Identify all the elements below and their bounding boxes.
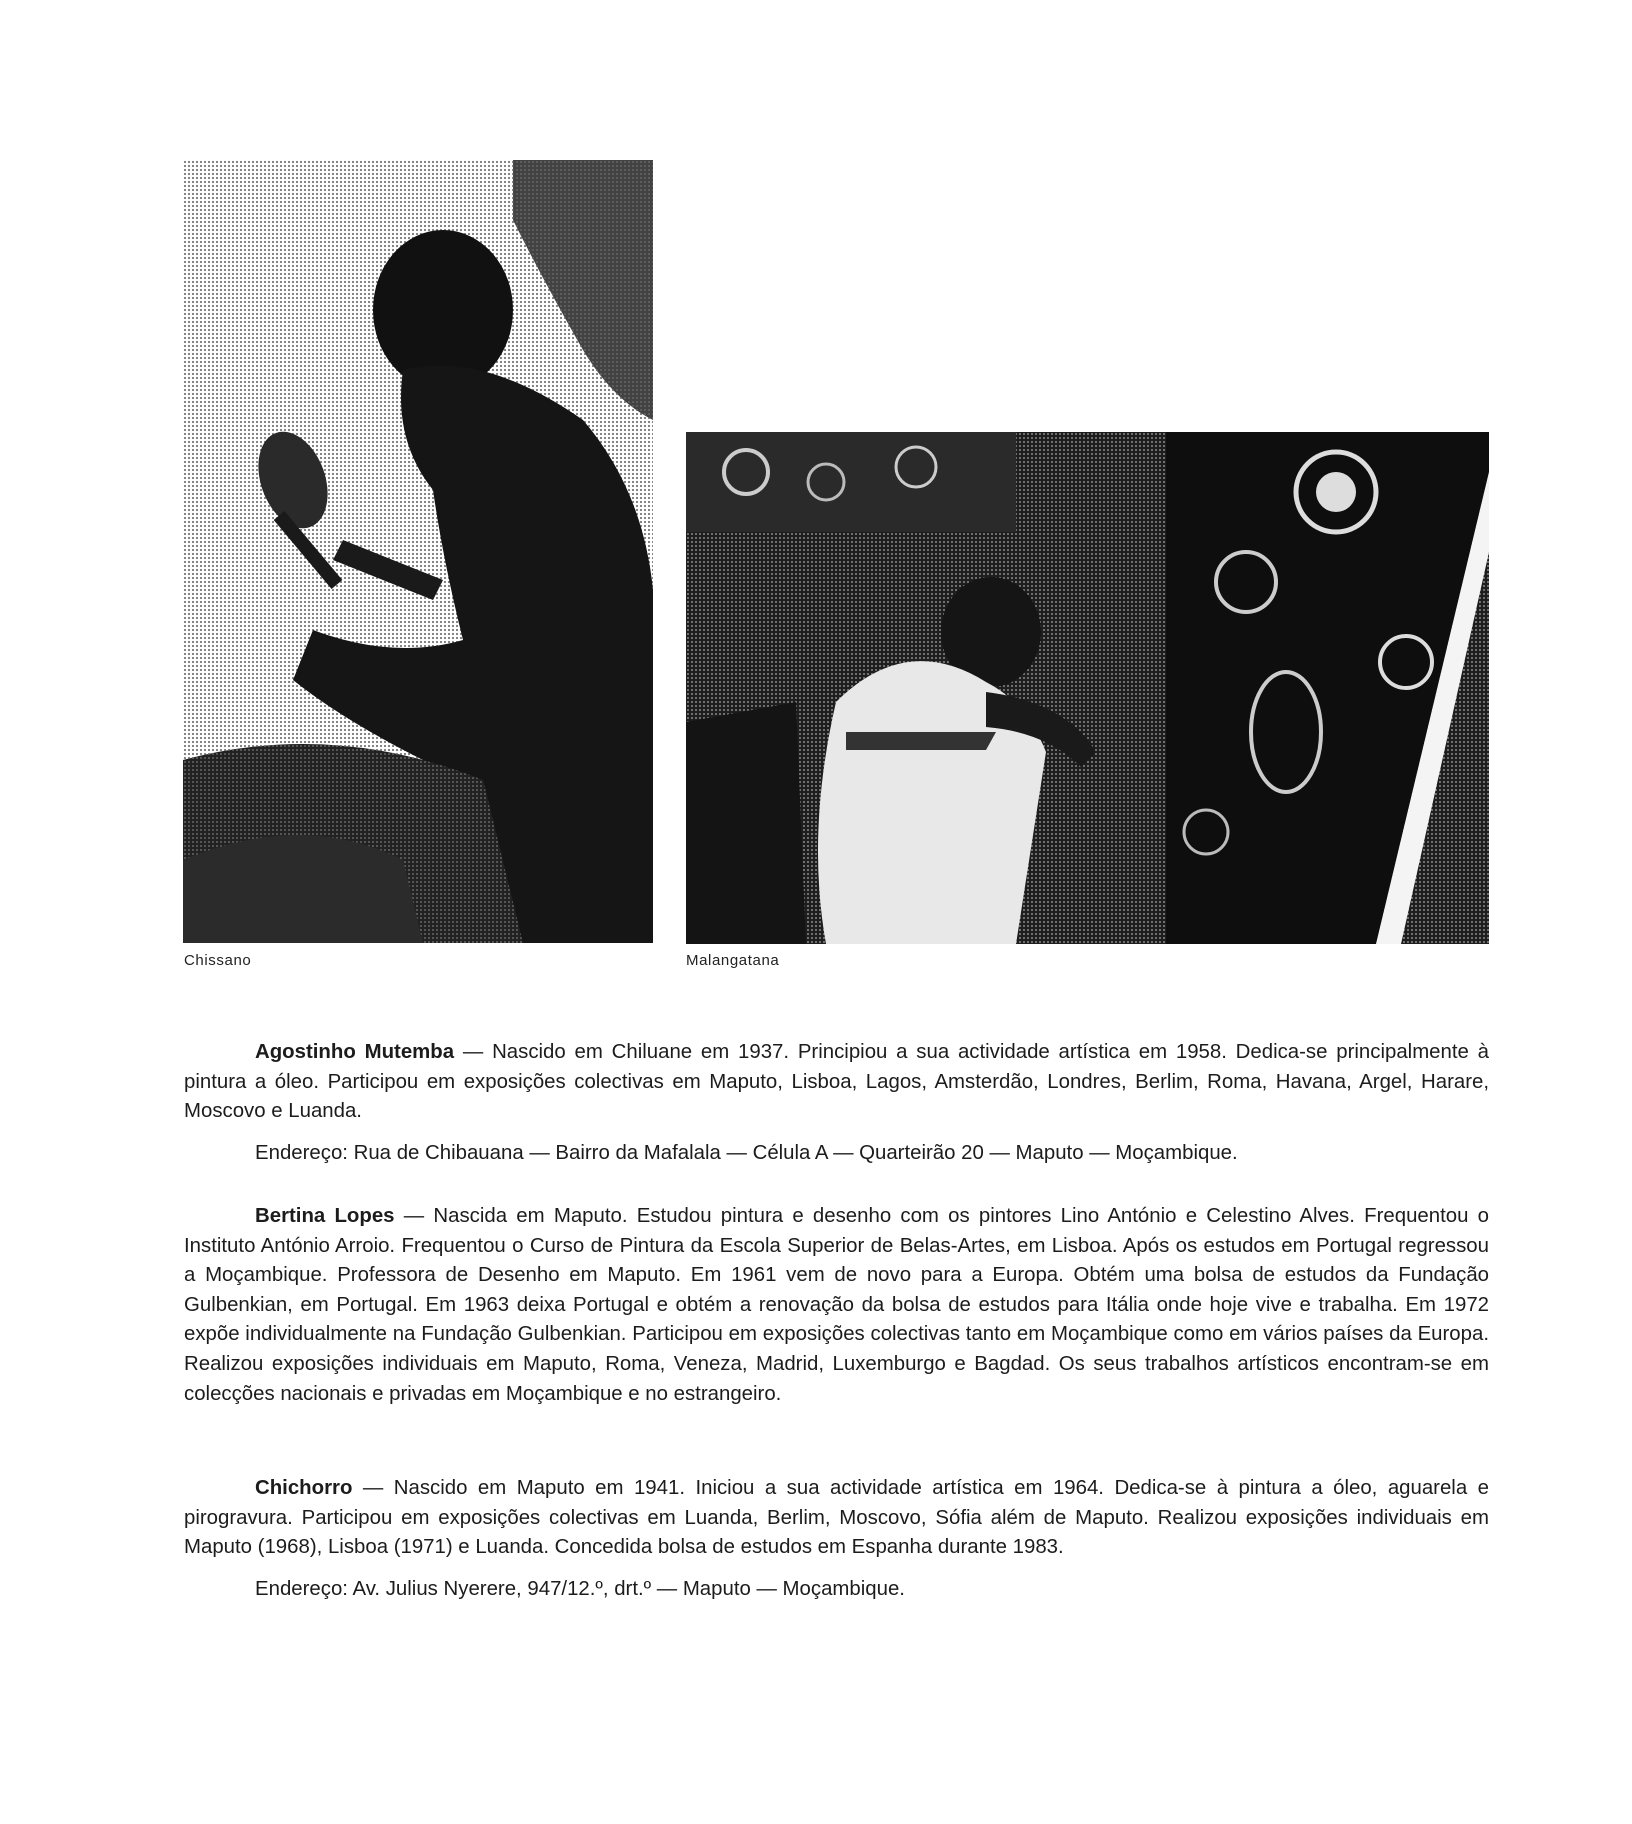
photo-chissano-image [183,160,653,943]
photo-malangatana [686,432,1489,944]
bio-mutemba [184,1038,1489,1168]
photo-chissano [183,160,653,943]
bio-mutemba-text: Nascido em Chiluane em 1937. Principiou a sua actividade artística em 1958. Dedica-se principalmente à pintura a óleo. Participou em exposições colectivas em Maputo, Lisboa, Lagos, Amsterdão, Londres, Berlim, Roma, Havana, Argel, Harare, Moscovo e Luanda. [184,1041,1489,1123]
bio-mutemba-name: Agostinho Mutemba [255,1041,455,1063]
caption-chissano: Chissano [184,952,252,969]
caption-malangatana: Malangatana [686,952,780,969]
bio-chichorro-paragraph [184,1474,1489,1563]
bio-lopes-name: Bertina Lopes [255,1205,395,1227]
bio-lopes-paragraph [184,1202,1489,1409]
photo-malangatana-image [686,432,1489,944]
bio-lopes-text: Nascida em Maputo. Estudou pintura e desenho com os pintores Lino António e Celestino Alves. Frequentou o Instituto António Arroio. Frequentou o Curso de Pintura da Escola Superior de Belas-Artes, em Lisboa. Após os estudos em Portugal regressou a Moçambique. Professora de Desenho em Maputo. Em 1961 vem de novo para a Europa. Obtém uma bolsa de estudos da Fundação Gulbenkian, em Portugal. Em 1963 deixa Portugal e obtém a renovação da bolsa de estudos para Itália onde hoje vive e trabalha. Em 1972 expõe individualmente na Fundação Gulbenkian. Participou em exposições colectivas tanto em Moçambique como em vários países da Europa. Realizou exposições individuais em Maputo, Roma, Veneza, Madrid, Luxemburgo e Bagdad. Os seus trabalhos artísticos encontram-se em colecções nacionais e privadas em Moçambique e no estrangeiro. [184,1205,1489,1405]
bio-chichorro-dash: — [352,1477,394,1499]
bio-chichorro-name: Chichorro [255,1477,353,1499]
bio-mutemba-paragraph [184,1038,1489,1127]
bio-mutemba-address: Endereço: Rua de Chibauana — Bairro da Mafalala — Célula A — Quarteirão 20 — Maputo — Moçambique. [255,1141,1238,1164]
bio-chichorro-address: Endereço: Av. Julius Nyerere, 947/12.º, drt.º — Maputo — Moçambique. [255,1577,905,1600]
bio-chichorro-text: Nascido em Maputo em 1941. Iniciou a sua actividade artística em 1964. Dedica-se à pintura a óleo, aguarela e pirogravura. Participou em exposições colectivas em Luanda, Berlim, Moscovo, Sófia além de Maputo. Realizou exposições individuais em Maputo (1968), Lisboa (1971) e Luanda. Concedida bolsa de estudos em Espanha durante 1983. [184,1477,1489,1559]
bio-mutemba-dash: — [454,1041,493,1063]
bio-lopes [184,1202,1489,1409]
bio-lopes-dash: — [394,1205,434,1227]
bio-chichorro [184,1474,1489,1604]
